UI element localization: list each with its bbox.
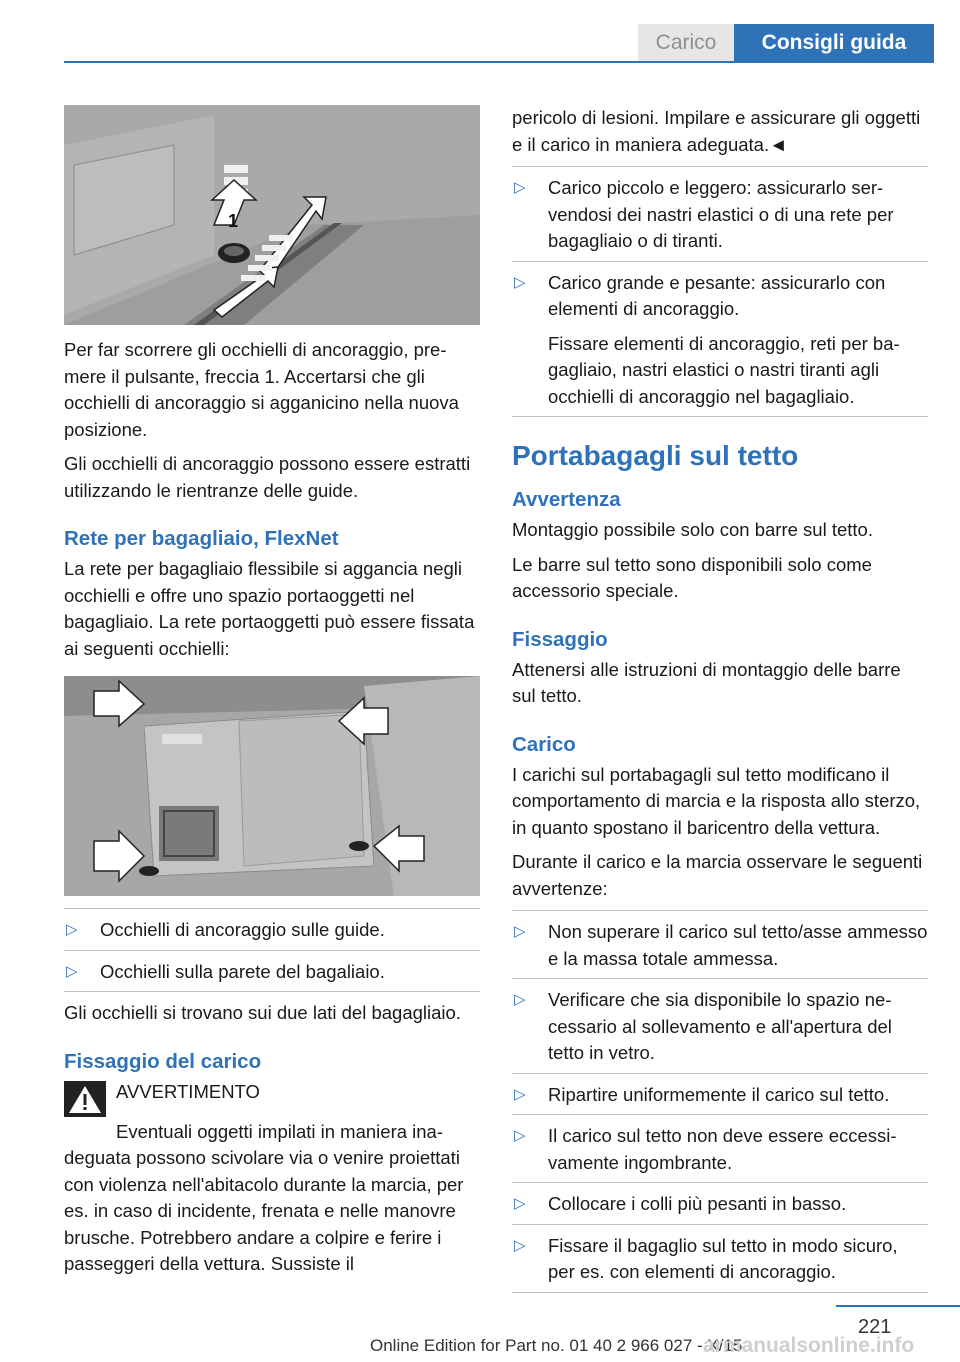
list-item: ▷ Carico piccolo e leggero: assicurarlo servendosi dei nastri elastici o di una rete per bagagliaio o di tiranti. [512,166,928,261]
list-item: ▷ Verificare che sia disponibile lo spazio necessario al sollevamento e all'apertura del tetto in vetro. [512,978,928,1073]
triangle-bullet-icon: ▷ [514,923,526,940]
list-item: ▷ Il carico sul tetto non deve essere eccessivamente ingombrante. [512,1114,928,1182]
eyelet-locations-list [64,908,480,992]
page-number: 221 [858,1316,892,1338]
heading-portabagagli: Portabagagli sul tetto [512,440,799,471]
warning-title: AVVERTIMENTO [116,1080,260,1102]
triangle-bullet-icon: ▷ [66,921,78,938]
heading-avvertenza: Avvertenza [512,488,621,511]
paragraph-eyelets-sides: Gli occhielli si trovano sui due lati del bagagliaio. [64,1002,461,1023]
list-item [512,261,928,417]
paragraph-flexnet: La rete per bagagliaio flessibile si aggancia negli occhielli e offre uno spazio portaoggetti nel bagagliaio. La rete portaoggetti può essere fissata ai seguenti occhielli: [64,558,475,659]
load-securing-list [512,166,928,417]
list-item: ▷ Occhielli sulla parete del bagaliaio. [64,950,480,992]
list-item: ▷ Collocare i colli più pesanti in basso. [512,1182,928,1224]
triangle-bullet-icon: ▷ [514,179,526,196]
triangle-bullet-icon: ▷ [514,1127,526,1144]
triangle-bullet-icon: ▷ [514,1085,526,1103]
paragraph-fissaggio: Attenersi alle istruzioni di montaggio delle barre sul tetto. [512,658,901,706]
heading-flexnet: Rete per bagagliaio, FlexNet [64,527,339,550]
triangle-bullet-icon: ▷ [514,991,526,1008]
warning-block [64,1079,480,1117]
list-item-note: Fissare elementi di ancoraggio, reti per bagagliaio, nastri elastici o nastri tiranti agli occhielli di ancoraggio nel bagagliaio. [548,332,900,407]
paragraph-remove-eyelets: Gli occhielli di ancoraggio possono essere estratti utilizzando le rientranze delle guide. [64,453,471,501]
section-tab: Carico [638,24,734,62]
right-column [512,105,928,1301]
chapter-tab: Consigli guida [734,24,934,62]
heading-fissaggio: Fissaggio [512,627,608,651]
paragraph-carico-1: I carichi sul portabagagli sul tetto modificano il comportamento di marcia e la risposta allo sterzo, in quanto spostano il baricentro della vettura. [512,763,921,838]
left-column [64,105,480,1286]
footer-rule [836,1305,960,1307]
list-item: ▷ Ripartire uniformemente il carico sul tetto. [512,1073,928,1115]
triangle-bullet-icon: ▷ [514,273,526,291]
header-rule [64,61,934,63]
list-item: ▷ Occhielli di ancoraggio sulle guide. [64,908,480,950]
list-item-text: Carico grande e pesante: assicurarlo con elementi di ancoraggio. [548,271,886,319]
figure1-callout: 1 [228,211,239,231]
triangle-bullet-icon: ▷ [66,962,78,980]
paragraph-continuation: pericolo di lesioni. Impilare e assicurare gli oggetti e il carico in maniera adeguata.◄ [512,107,921,155]
paragraph-avvertenza-2: Le barre sul tetto sono disponibili solo come accessorio speciale. [512,553,872,601]
heading-carico: Carico [512,732,576,756]
heading-fissaggio-carico: Fissaggio del carico [64,1049,262,1073]
warning-text: Eventuali oggetti impilati in maniera inadeguata possono scivolare via o venire proiettati con violenza nell'abitacolo durante la marcia, per es. in caso di incidente, frenata e nelle manovre brusche. Potrebbero andare a colpire e ferire i passeggeri della vettura. Sussiste il [64,1120,464,1274]
paragraph-avvertenza-1: Montaggio possibile solo con barre sul tetto. [512,519,873,540]
paragraph-slide-eyelets: Per far scorrere gli occhielli di ancoraggio, premere il pulsante, freccia 1. Accertarsi che gli occhielli di ancoraggio si agganicino nella nuova posizione. [64,339,459,440]
triangle-bullet-icon: ▷ [514,1195,526,1212]
list-item: ▷ Fissare il bagaglio sul tetto in modo sicuro, per es. con elementi di ancoraggio. [512,1224,928,1292]
anchor-rail-photo [64,105,480,325]
roof-load-list [512,910,928,1293]
edition-text: Online Edition for Part no. 01 40 2 966 027 - X/15 [370,1336,743,1355]
triangle-bullet-icon: ▷ [514,1236,526,1254]
watermark: armanualsonline.info [703,1334,915,1357]
cargo-net-photo [64,676,480,896]
paragraph-carico-2: Durante il carico e la marcia osservare le seguenti avvertenze: [512,851,923,899]
warning-triangle-icon [64,1081,106,1117]
list-item: ▷ Non superare il carico sul tetto/asse ammesso e la massa totale ammessa. [512,910,928,978]
header-tabs [638,24,934,62]
